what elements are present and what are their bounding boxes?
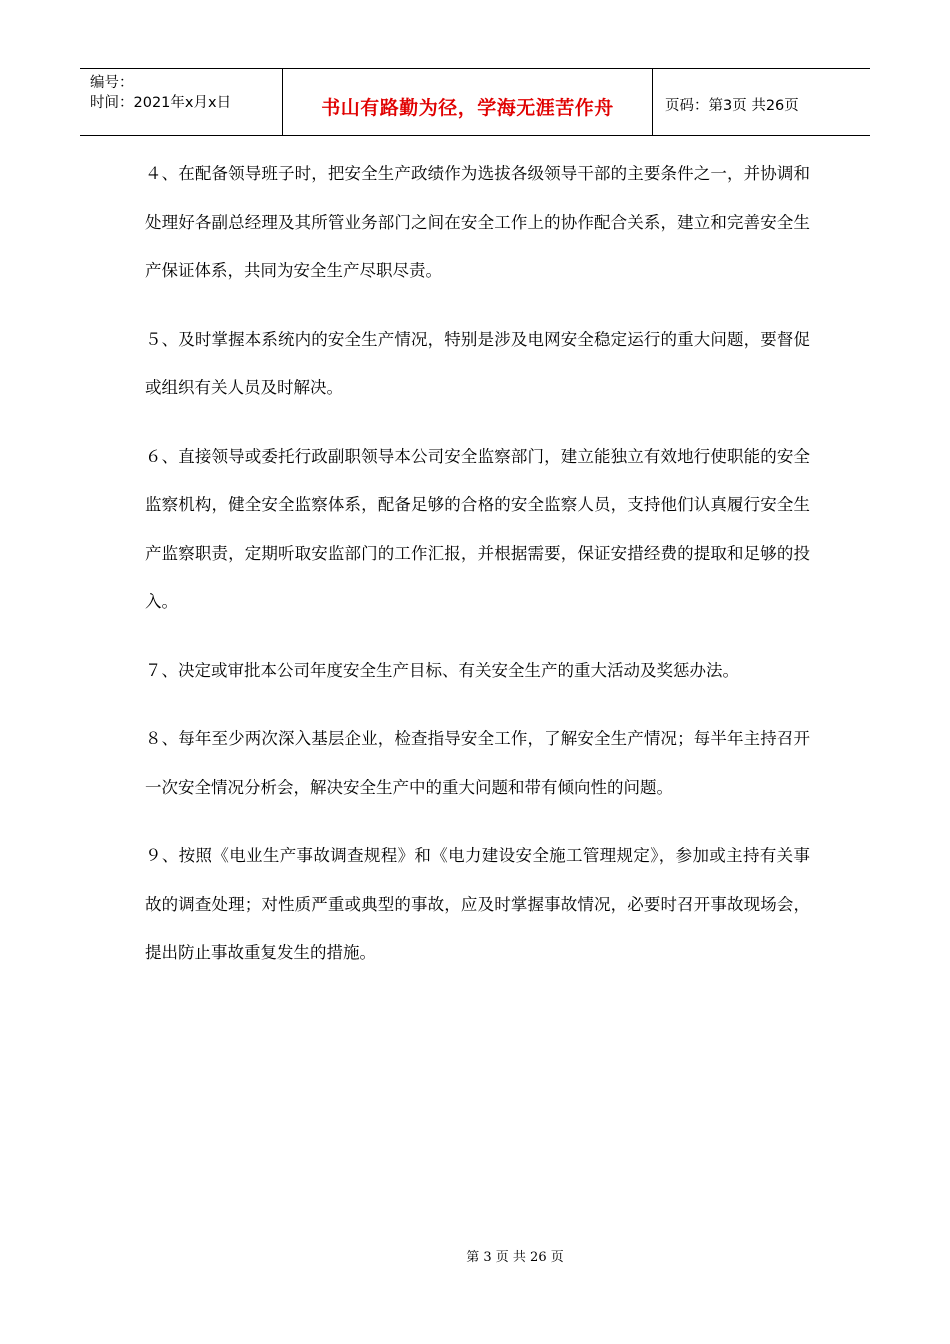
document-number-label: 编号： (90, 75, 134, 91)
paragraph-item-9: ９、按照《电业生产事故调查规程》和《电力建设安全施工管理规定》，参加或主持有关事故的调查处理；对性质严重或典型的事故，应及时掌握事故情况，必要时召开事故现场会，提出防止事故重复发生的措施。 (145, 846, 810, 962)
paragraph-item-8: ８、每年至少两次深入基层企业，检查指导安全工作，了解安全生产情况；每半年主持召开一次安全情况分析会，解决安全生产中的重大问题和带有倾向性的问题。 (145, 729, 810, 797)
page-footer: 第 3 页 共 26 页 (466, 1250, 564, 1265)
header-meta (80, 69, 282, 135)
header-motto: 书山有路勤为径，学海无涯苦作舟 (282, 69, 653, 135)
paragraph-item-7: ７、决定或审批本公司年度安全生产目标、有关安全生产的重大活动及奖惩办法。 (145, 660, 739, 680)
document-body (145, 150, 810, 998)
page-header (80, 68, 870, 136)
paragraph-item-4: ４、在配备领导班子时，把安全生产政绩作为选拔各级领导干部的主要条件之一，并协调和处理好各副总经理及其所管业务部门之间在安全工作上的协作配合关系，建立和完善安全生产保证体系，共同为安全生产尽职尽责。 (145, 164, 810, 280)
paragraph-item-5: ５、及时掌握本系统内的安全生产情况，特别是涉及电网安全稳定运行的重大问题，要督促或组织有关人员及时解决。 (145, 329, 810, 397)
header-page-info: 页码：第3页 共26页 (665, 97, 799, 114)
paragraph-item-6: ６、直接领导或委托行政副职领导本公司安全监察部门，建立能独立有效地行使职能的安全监察机构，健全安全监察体系，配备足够的合格的安全监察人员，支持他们认真履行安全生产监察职责，定期听取安监部门的工作汇报，并根据需要，保证安措经费的提取和足够的投入。 (145, 446, 810, 611)
document-time: 时间：2021年x月x日 (90, 95, 232, 111)
